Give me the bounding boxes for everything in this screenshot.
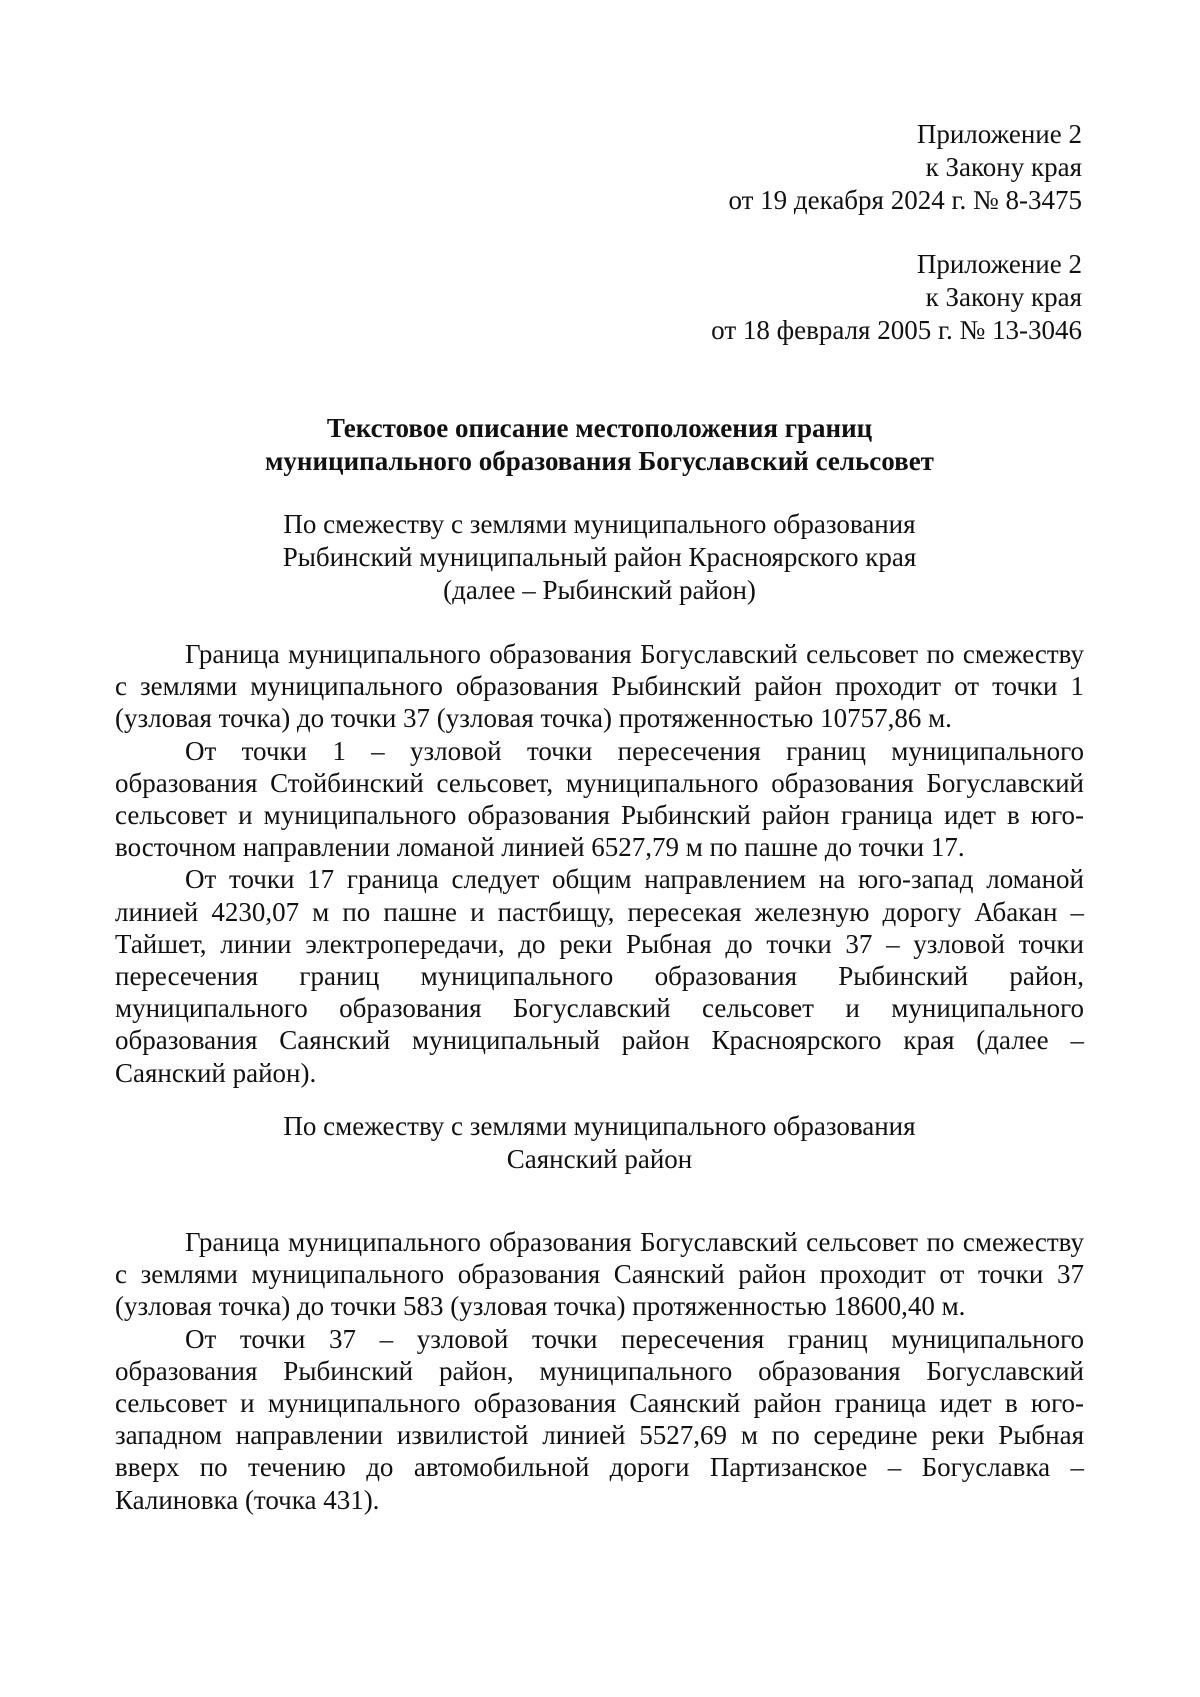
body-paragraph: От точки 17 граница следует общим направлением на юго-запад ломаной линией 4230,07 м по пашне и пастбищу, пересекая железную дорогу Абакан – Тайшет, линии электропередачи, до реки Рыбная до точки 37 – узловой точки пересечения границ муниципального образования Рыбинский район, муниципального образования Богуславский сельсовет и муниципального образования Саянский муниципальный район Красноярского края (далее – Саянский район). (115, 864, 1084, 1088)
appendix-note-current (482, 118, 1082, 217)
section-heading-sayansky (115, 1110, 1084, 1176)
section-heading-line: (далее – Рыбинский район) (443, 575, 756, 605)
section-body-rybinsky (115, 638, 1084, 1089)
appendix-law-date: от 18 февраля 2005 г. № 13-3046 (711, 315, 1082, 345)
section-heading-rybinsky (115, 508, 1084, 607)
appendix-law-ref: к Закону края (925, 152, 1082, 182)
body-paragraph: Граница муниципального образования Богуславский сельсовет по смежеству с землями муниципального образования Саянский район проходит от точки 37 (узловая точка) до точки 583 (узловая точка) протяженностью 18600,40 м. (115, 1227, 1084, 1322)
appendix-law-ref: к Закону края (925, 282, 1082, 312)
document-title-line: муниципального образования Богуславский сельсовет (265, 446, 934, 476)
section-body-sayansky (115, 1226, 1084, 1516)
document-title-line: Текстовое описание местоположения границ (326, 413, 873, 443)
document-title (115, 412, 1084, 478)
section-heading-line: По смежеству с землями муниципального образования (283, 1111, 916, 1141)
appendix-number: Приложение 2 (916, 249, 1082, 279)
section-heading-line: Рыбинский муниципальный район Красноярского края (282, 542, 917, 572)
appendix-note-original (482, 248, 1082, 347)
section-heading-line: По смежеству с землями муниципального образования (283, 509, 916, 539)
appendix-law-date: от 19 декабря 2024 г. № 8-3475 (728, 185, 1082, 215)
body-paragraph: От точки 37 – узловой точки пересечения границ муниципального образования Рыбинский район, муниципального образования Богуславский сельсовет и муниципального образования Саянский район граница идет в юго-западном направлении извилистой линией 5527,69 м по середине реки Рыбная вверх по течению до автомобильной дороги Партизанское – Богуславка – Калиновка (точка 431). (115, 1323, 1084, 1515)
body-paragraph: От точки 1 – узловой точки пересечения границ муниципального образования Стойбинский сельсовет, муниципального образования Богуславский сельсовет и муниципального образования Рыбинский район граница идет в юго-восточном направлении ломаной линией 6527,79 м по пашне до точки 17. (115, 735, 1084, 863)
appendix-number: Приложение 2 (916, 119, 1082, 149)
body-paragraph: Граница муниципального образования Богуславский сельсовет по смежеству с землями муниципального образования Рыбинский район проходит от точки 1 (узловая точка) до точки 37 (узловая точка) протяженностью 10757,86 м. (115, 639, 1084, 734)
section-heading-line: Саянский район (506, 1144, 693, 1174)
